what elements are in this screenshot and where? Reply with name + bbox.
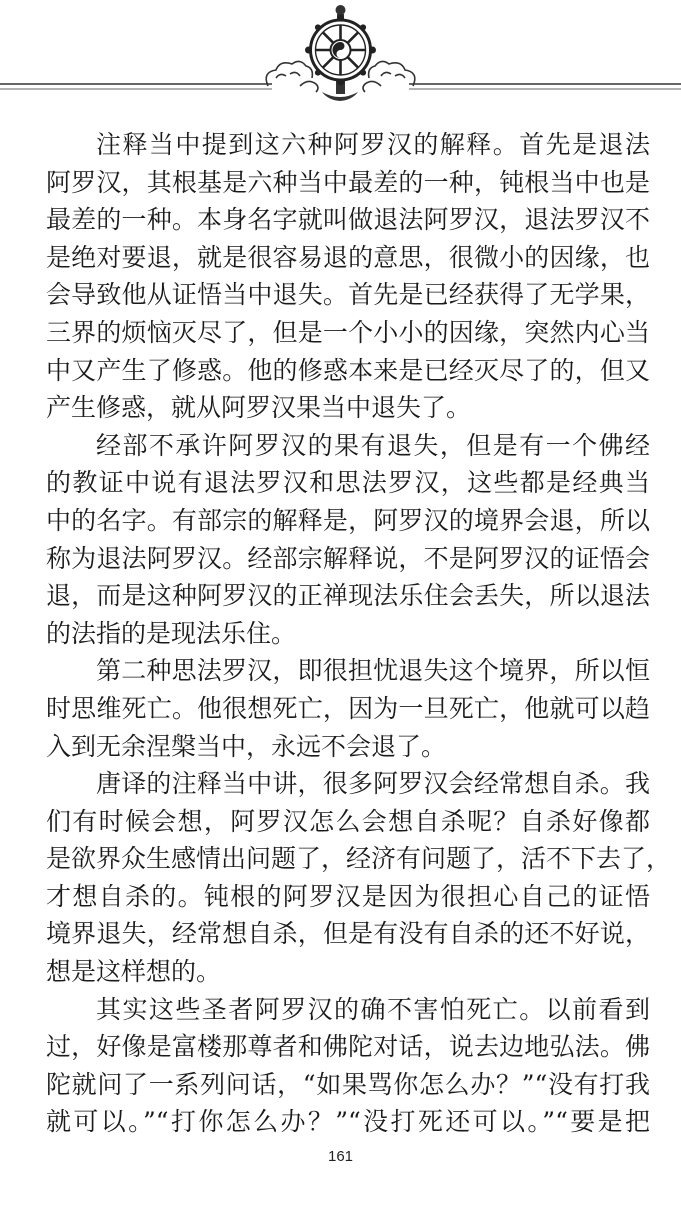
dharma-wheel-icon (0, 0, 681, 110)
text-line: 陀就问了一系列问话，“如果骂你怎么办？”“没有打我 (46, 1069, 650, 1099)
page-body (46, 126, 672, 1141)
text-line: 其实这些圣者阿罗汉的确不害怕死亡。以前看到 (96, 994, 650, 1024)
text-line: 入到无余涅槃当中，永远不会退了。 (46, 731, 447, 761)
text-line: 想是这样想的。 (46, 957, 222, 987)
text-line: 过，好像是富楼那尊者和佛陀对话，说去边地弘法。佛 (46, 1032, 650, 1062)
text-line: 们有时候会想，阿罗汉怎么会想自杀呢？自杀好像都 (46, 806, 650, 836)
text-line: 境界退失，经常想自杀，但是有没有自杀的还不好说， (46, 919, 650, 949)
text-line: 退，而是这种阿罗汉的正禅现法乐住会丢失，所以退法 (46, 581, 650, 611)
text-line: 阿罗汉，其根基是六种当中最差的一种，钝根当中也是 (46, 167, 650, 197)
text-line: 产生修惑，就从阿罗汉果当中退失了。 (46, 393, 472, 423)
text-line: 是绝对要退，就是很容易退的意思，很微小的因缘，也 (46, 242, 650, 272)
page-number: 161 (327, 1148, 354, 1165)
text-line: 的法指的是现法乐住。 (46, 618, 297, 648)
text-line: 三界的烦恼灭尽了，但是一个小小的因缘，突然内心当 (46, 317, 650, 347)
text-line: 是欲界众生感情出问题了，经济有问题了，活不下去了， (46, 844, 672, 874)
text-line: 才想自杀的。钝根的阿罗汉是因为很担心自己的证悟 (46, 881, 650, 911)
page-header-ornament (0, 0, 681, 110)
text-line: 经部不承许阿罗汉的果有退失，但是有一个佛经 (96, 430, 650, 460)
text-line: 最差的一种。本身名字就叫做退法阿罗汉，退法罗汉不 (46, 205, 650, 235)
text-line: 中的名字。有部宗的解释是，阿罗汉的境界会退，所以 (46, 505, 650, 535)
text-line: 时思维死亡。他很想死亡，因为一旦死亡，他就可以趋 (46, 693, 650, 723)
text-line: 中又产生了修惑。他的修惑本来是已经灭尽了的，但又 (46, 355, 650, 385)
text-line: 的教证中说有退法罗汉和思法罗汉，这些都是经典当 (46, 468, 650, 498)
text-line: 第二种思法罗汉，即很担忧退失这个境界，所以恒 (96, 656, 650, 686)
text-line: 注释当中提到这六种阿罗汉的解释。首先是退法 (96, 130, 650, 159)
text-line: 唐译的注释当中讲，很多阿罗汉会经常想自杀。我 (96, 769, 650, 799)
text-line: 会导致他从证悟当中退失。首先是已经获得了无学果， (46, 280, 650, 310)
text-line: 就可以。”“打你怎么办？”“没打死还可以。”“要是把 (46, 1107, 650, 1137)
text-line: 称为退法阿罗汉。经部宗解释说，不是阿罗汉的证悟会 (46, 543, 650, 573)
